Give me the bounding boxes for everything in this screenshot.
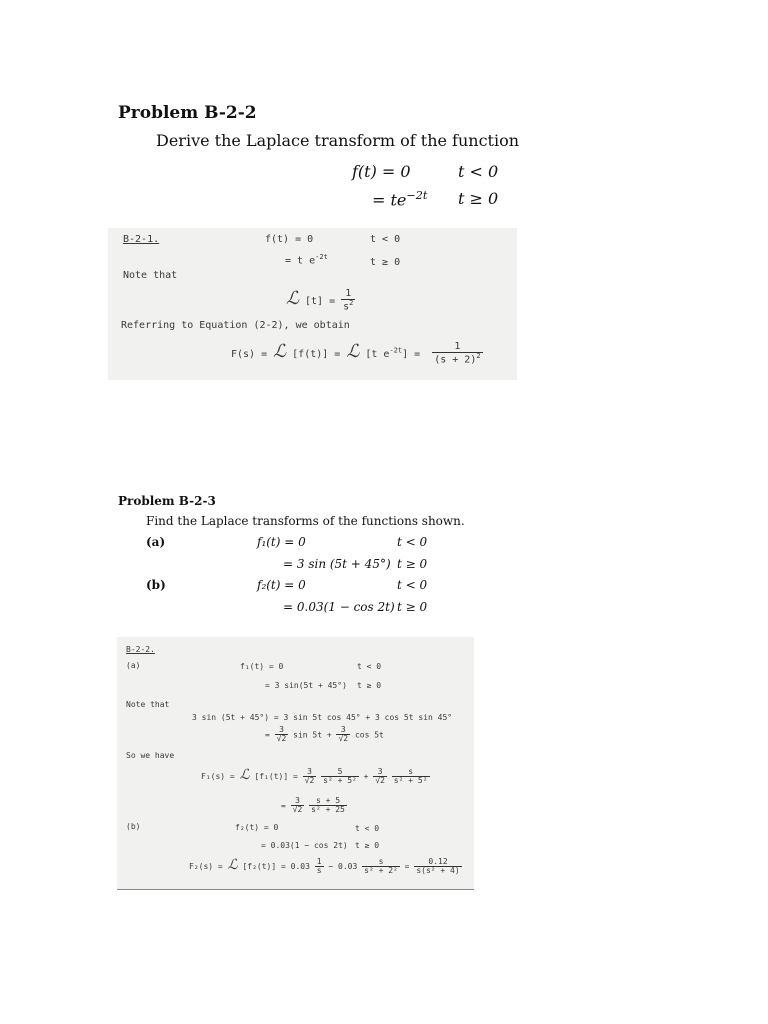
part-b-cond-1: t < 0 xyxy=(397,578,428,592)
f1-equation: F₁(s) = ℒ [f₁(t)] = $\frac{3}{√2}$ $\frac{5}{\text{s² + 5²}}$ + $\frac{3}{√2}$ $\frac{s}{\text{s² + 5²}}$ xyxy=(201,766,428,785)
f2-equation: F₂(s) = ℒ [f₂(t)] = 0.03 $\frac{1}{s}$ − 0.03 $\frac{s}{\text{s² + 2²}}$ = $\frac{0.12}{\text{s(s² + 4)}}$ xyxy=(189,856,460,875)
solution-b-row-1: f₂(t) = 0 xyxy=(235,823,279,832)
laplace-symbol-icon: ℒ xyxy=(273,341,287,362)
part-b-row-2: = 0.03(1 − cos 2t) xyxy=(283,600,395,614)
laplace-symbol-icon: ℒ xyxy=(286,288,299,309)
laplace-symbol-icon: ℒ xyxy=(346,341,360,362)
laplace-symbol-icon: ℒ xyxy=(239,767,250,783)
part-b-cond-2: t ≥ 0 xyxy=(397,600,428,614)
part-a-row-1: f₁(t) = 0 xyxy=(257,535,306,549)
part-a-label: (a) xyxy=(146,535,166,549)
condition-row-1: t < 0 xyxy=(458,162,499,181)
laplace-symbol-icon: ℒ xyxy=(227,857,238,873)
solution-b-cond-2: t ≥ 0 xyxy=(355,841,380,850)
solution-b-cond-1: t < 0 xyxy=(355,824,380,833)
solution-function-row-1: f(t) = 0 xyxy=(265,234,314,245)
laplace-equation-2: F(s) = ℒ [f(t)] = ℒ [t $e^{-2t}$] = $\frac{1}{(s + 2)^2}$ xyxy=(231,340,481,366)
part-b-row-1: f₂(t) = 0 xyxy=(257,578,306,592)
solution-condition-row-2: t ≥ 0 xyxy=(370,257,401,268)
trig-identity: 3 sin (5t + 45°) = 3 sin 5t cos 45° + 3 cos 5t sin 45° xyxy=(192,713,453,722)
problem-heading: Problem B-2-2 xyxy=(118,103,257,123)
referring-text: Referring to Equation (2-2), we obtain xyxy=(121,320,350,331)
problem-statement: Derive the Laplace transform of the function xyxy=(156,131,520,150)
function-row-2: = $te^{-2t}$ xyxy=(372,189,428,210)
problem-statement-2: Find the Laplace transforms of the functions shown. xyxy=(146,514,465,528)
solution-condition-row-1: t < 0 xyxy=(370,234,401,245)
condition-row-2: t ≥ 0 xyxy=(458,189,499,208)
part-b-label-2: (b) xyxy=(126,822,141,831)
solution-function-row-2: = t $e^{-2t}$ xyxy=(285,253,328,267)
solution-label-2: B-2-2. xyxy=(126,645,155,654)
note-text: Note that xyxy=(123,270,178,281)
trig-identity-2: = $\frac{3}{√2}$ sin 5t + $\frac{3}{√2}$ cos 5t xyxy=(265,725,384,744)
part-a-label-2: (a) xyxy=(126,661,141,670)
solution-b-row-2: = 0.03(1 − cos 2t) xyxy=(261,841,348,850)
laplace-equation-1: ℒ [t] = $\frac{1}{s^2}$ xyxy=(286,287,354,313)
part-a-row-2: = 3 sin (5t + 45°) xyxy=(283,557,391,571)
solution-scan-1 xyxy=(108,228,517,380)
f1-final: = $\frac{3}{√2}$ $\frac{s + 5}{\text{s² + 25}}$ xyxy=(281,796,345,815)
solution-label: B-2-1. xyxy=(123,234,160,245)
so-we-have-text: So we have xyxy=(126,751,175,760)
solution-a-cond-1: t < 0 xyxy=(357,662,382,671)
part-a-cond-2: t ≥ 0 xyxy=(397,557,428,571)
solution-a-row-1: f₁(t) = 0 xyxy=(240,662,284,671)
function-row-1: f(t) = 0 xyxy=(352,162,411,181)
note-text-2: Note that xyxy=(126,700,170,709)
problem-heading-2: Problem B-2-3 xyxy=(118,494,216,508)
solution-scan-2 xyxy=(117,637,474,890)
part-a-cond-1: t < 0 xyxy=(397,535,428,549)
part-b-label: (b) xyxy=(146,578,166,592)
solution-a-row-2: = 3 sin(5t + 45°) xyxy=(265,681,347,690)
solution-a-cond-2: t ≥ 0 xyxy=(357,681,382,690)
